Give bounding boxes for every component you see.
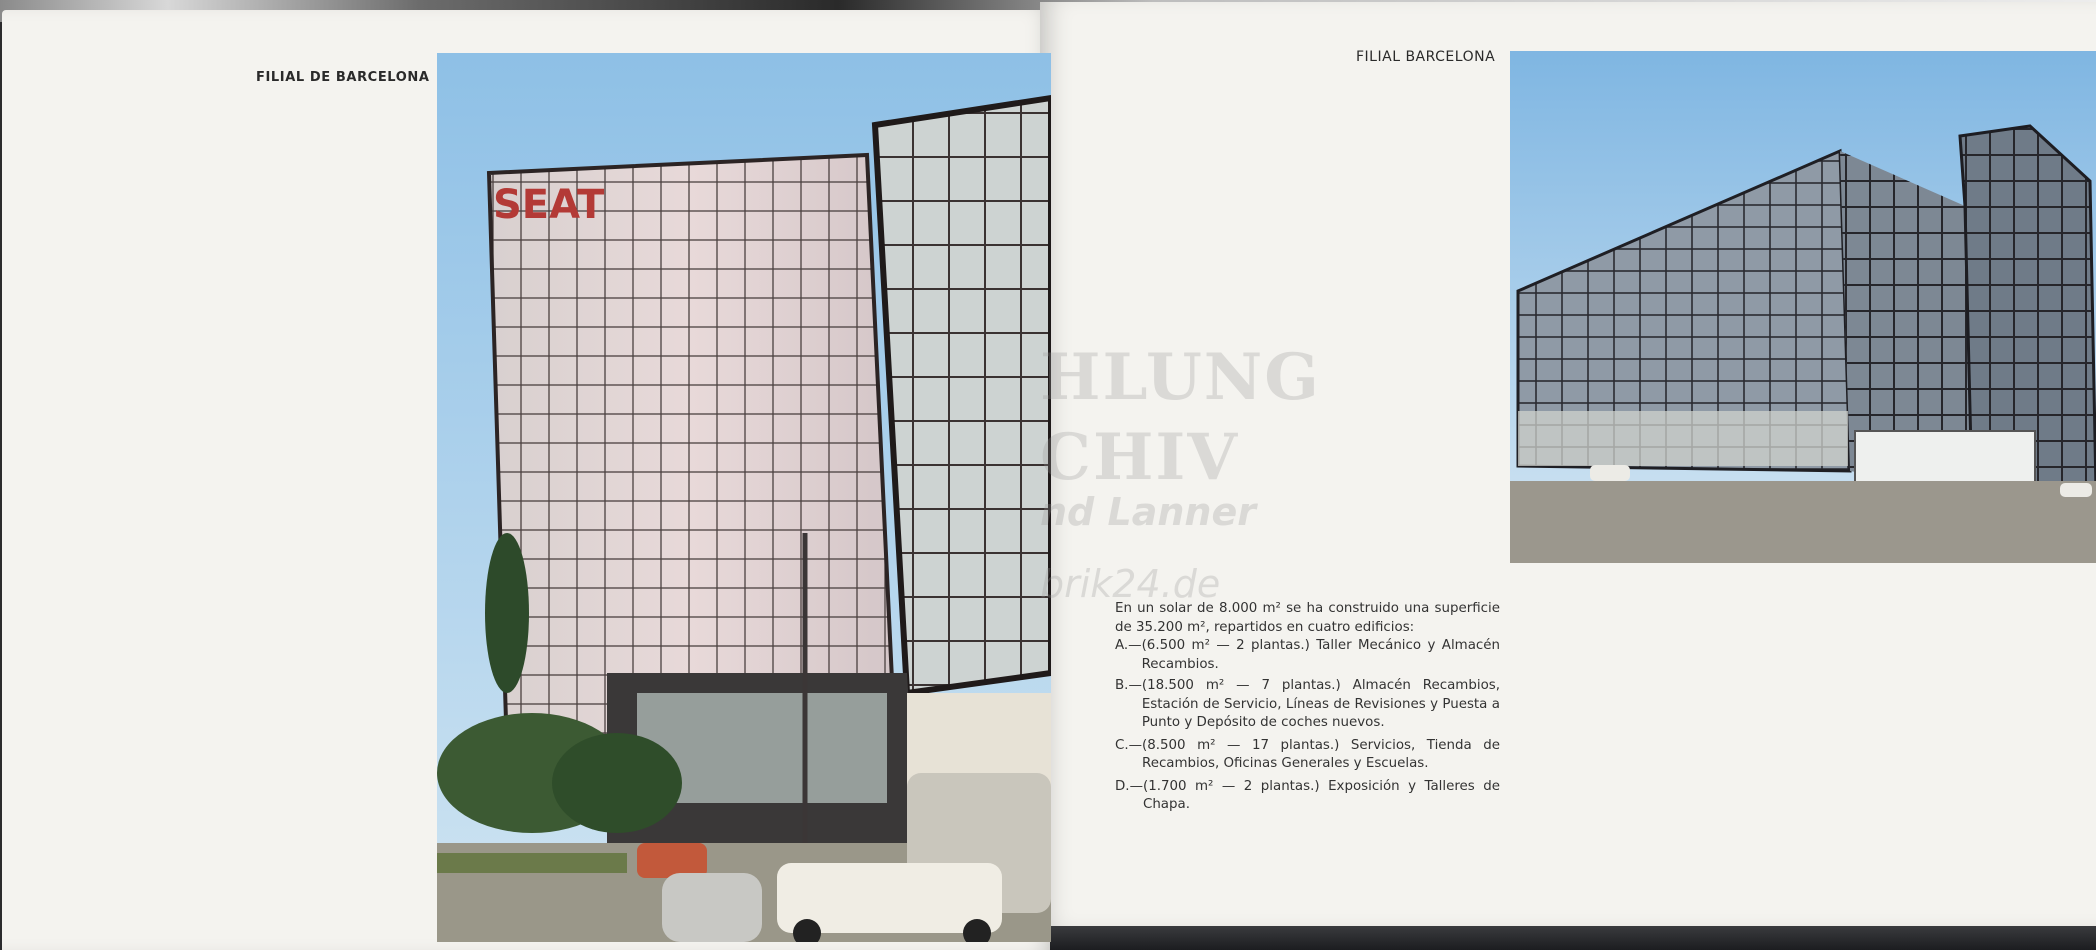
item-text: (18.500 m² — 7 plantas.) Almacén Recambios, Estación de Servicio, Líneas de Revisiones y Puesta a Punto y Depósito de coches nuevos.	[1141, 678, 1500, 730]
item-label: B.—	[1115, 678, 1142, 693]
item-label: C.—	[1115, 737, 1142, 753]
item-label: D.—	[1115, 778, 1143, 794]
photo-office-tower	[437, 53, 1051, 942]
list-item	[1115, 778, 1500, 815]
item-text: (8.500 m² — 17 plantas.) Servicios, Tienda de Recambios, Oficinas Generales y Escuelas.	[1142, 737, 1500, 771]
item-text: (1.700 m² — 2 plantas.) Exposición y Talleres de Chapa.	[1142, 778, 1500, 812]
watermark-line: brik24.de	[1040, 562, 1221, 606]
list-item	[1115, 737, 1500, 774]
intro-paragraph: En un solar de 8.000 m² se ha construido una superficie de 35.200 m², repartidos en cuatro edificios:	[1115, 601, 1500, 635]
item-text: (6.500 m² — 2 plantas.) Taller Mecánico y Almacén Recambios.	[1141, 638, 1500, 672]
watermark-line: HLUNG	[1040, 340, 1321, 415]
building-description	[1115, 600, 1500, 815]
item-label: A.—	[1115, 638, 1142, 653]
list-item	[1115, 637, 1500, 674]
svg-text:SEAT: SEAT	[493, 182, 605, 228]
watermark-line: CHIV	[1040, 420, 1239, 495]
seat-sign	[493, 182, 605, 228]
book-edge	[1050, 926, 2096, 950]
watermark-line: nd Lanner	[1040, 490, 1256, 534]
running-head-left: FILIAL DE BARCELONA	[256, 70, 430, 85]
photo-workshop-building	[1510, 51, 2096, 563]
running-head-right: FILIAL BARCELONA	[1356, 49, 1496, 65]
list-item	[1115, 677, 1500, 733]
